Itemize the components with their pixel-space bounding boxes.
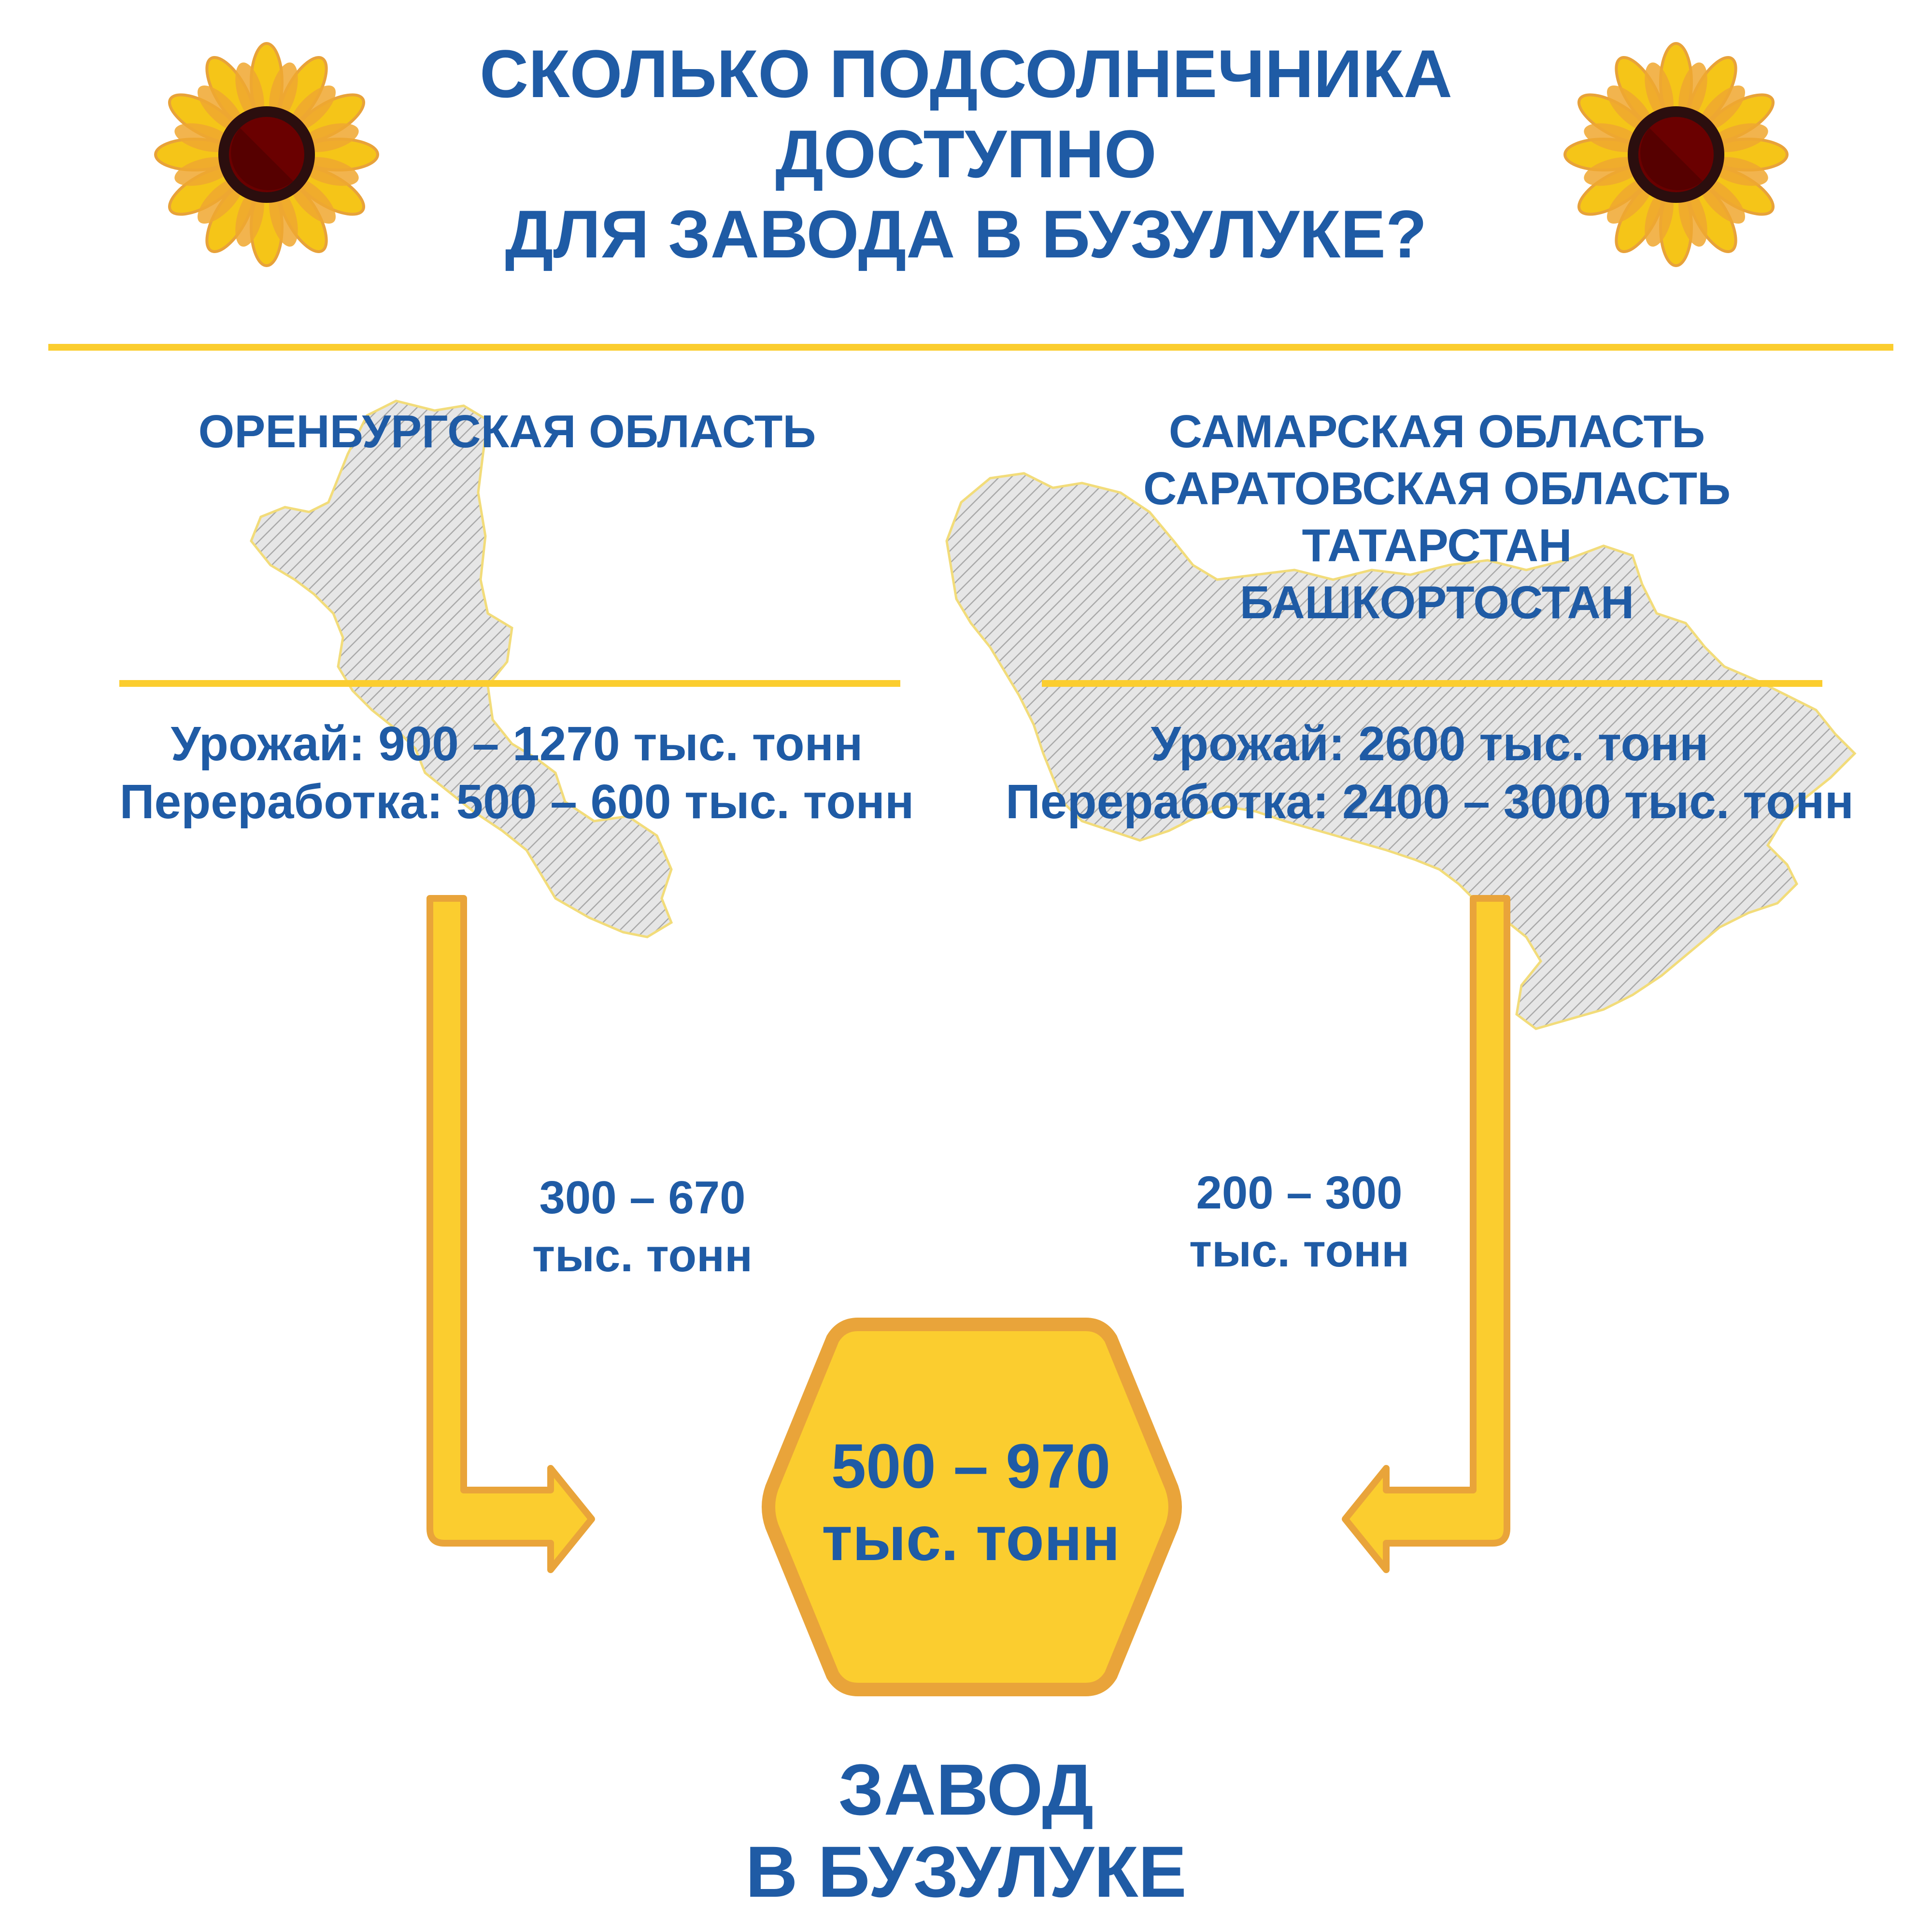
title-line-2: ДОСТУПНО bbox=[775, 116, 1157, 192]
right-region-name: ТАТАРСТАН bbox=[1302, 520, 1572, 571]
total-unit: тыс. тонн bbox=[822, 1503, 1120, 1574]
left-region-name: ОРЕНБУРГСКАЯ ОБЛАСТЬ bbox=[198, 406, 816, 457]
sunflower-icon bbox=[1565, 43, 1787, 266]
left-processing: Переработка: 500 – 600 тыс. тонн bbox=[119, 775, 914, 829]
left-harvest: Урожай: 900 – 1270 тыс. тонн bbox=[170, 717, 863, 771]
left-divider bbox=[119, 680, 900, 687]
left-flow-value: 300 – 670 bbox=[539, 1172, 746, 1223]
factory-line-1: ЗАВОД bbox=[838, 1749, 1094, 1830]
title-line-3: ДЛЯ ЗАВОДА В БУЗУЛУКЕ? bbox=[505, 196, 1427, 272]
right-region-name: САМАРСКАЯ ОБЛАСТЬ bbox=[1168, 406, 1705, 457]
left-region-map bbox=[251, 401, 671, 937]
total-label bbox=[758, 1430, 1183, 1575]
left-region-stats bbox=[58, 715, 976, 831]
top-divider bbox=[48, 344, 1893, 351]
right-flow-unit: тыс. тонн bbox=[1189, 1225, 1410, 1277]
right-flow-value: 200 – 300 bbox=[1196, 1167, 1403, 1219]
factory-line-2: В БУЗУЛУКЕ bbox=[745, 1831, 1187, 1912]
right-flow-label bbox=[1140, 1164, 1459, 1280]
page-title bbox=[338, 34, 1594, 274]
right-region-name: САРАТОВСКАЯ ОБЛАСТЬ bbox=[1143, 463, 1731, 514]
factory-label bbox=[628, 1748, 1304, 1913]
left-flow-unit: тыс. тонн bbox=[532, 1230, 753, 1281]
total-value: 500 – 970 bbox=[831, 1431, 1111, 1501]
title-line-1: СКОЛЬКО ПОДСОЛНЕЧНИКА bbox=[480, 36, 1452, 112]
right-processing: Переработка: 2400 – 3000 тыс. тонн bbox=[1006, 775, 1854, 829]
right-harvest: Урожай: 2600 тыс. тонн bbox=[1151, 717, 1709, 771]
right-region-stats bbox=[956, 715, 1903, 831]
right-divider bbox=[1042, 680, 1822, 687]
right-region-name: БАШКОРТОСТАН bbox=[1239, 577, 1634, 628]
right-region-names bbox=[1038, 403, 1835, 631]
left-flow-label bbox=[483, 1169, 802, 1285]
